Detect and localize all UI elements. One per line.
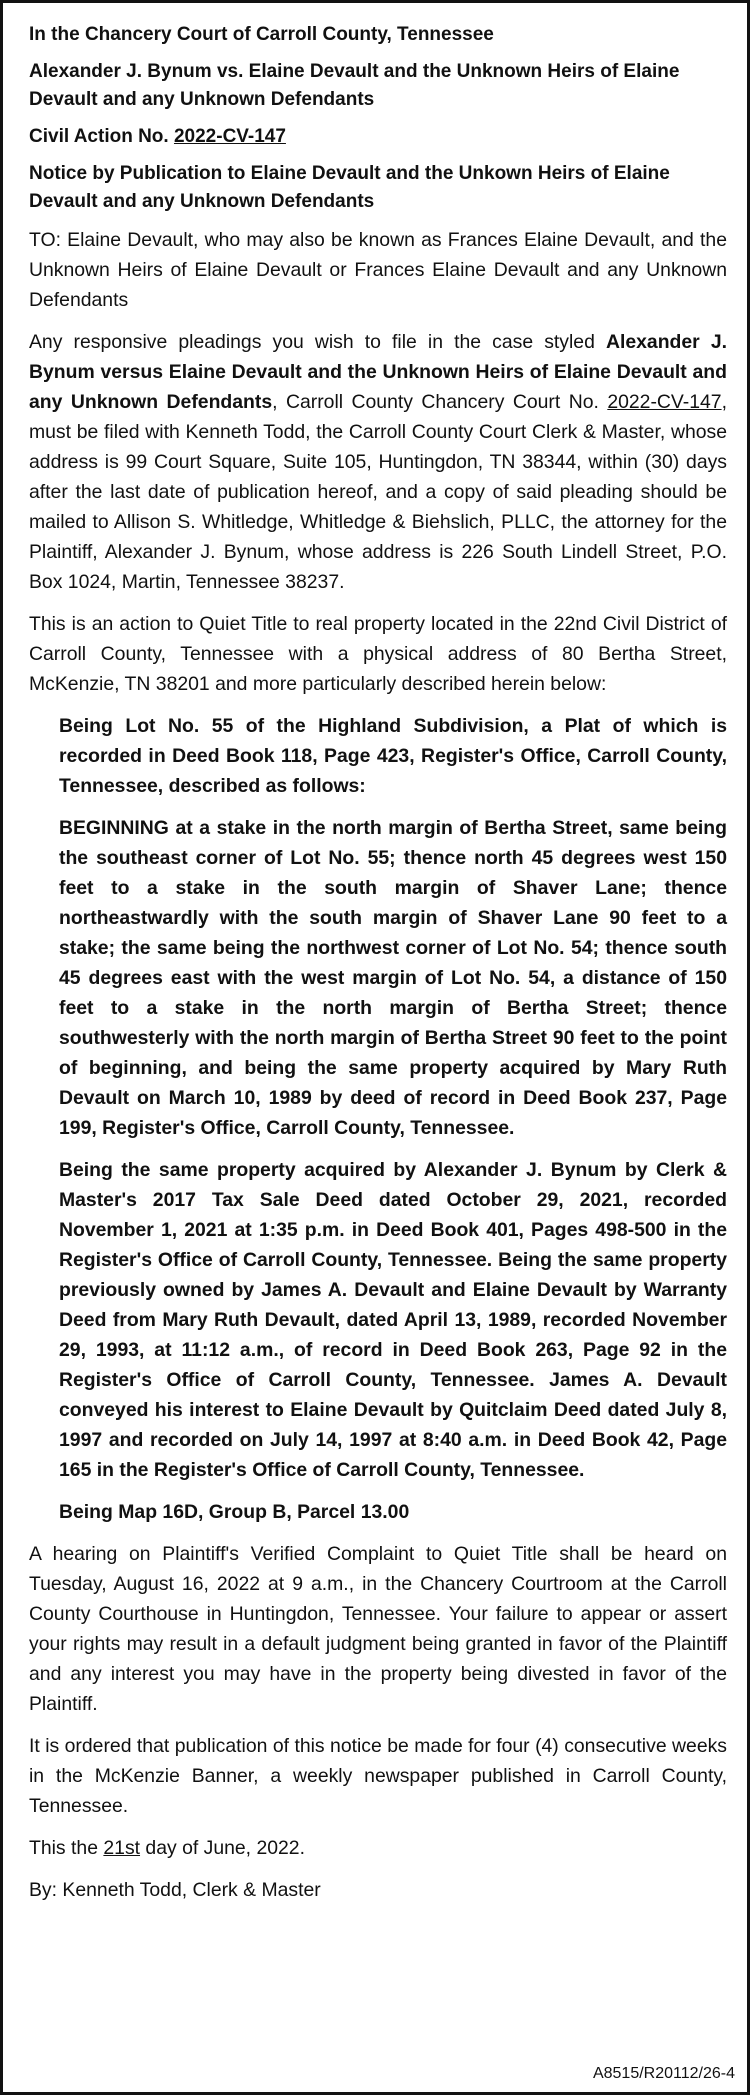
pleadings-paragraph	[29, 327, 727, 597]
civil-action-heading	[29, 123, 727, 151]
pleadings-court-no: , Carroll County Chancery Court No.	[272, 391, 608, 413]
ad-code: A8515/R20112/26-4	[592, 2065, 735, 2082]
court-heading: In the Chancery Court of Carroll County, Tennessee	[29, 24, 494, 45]
civil-action-number: 2022-CV-147	[173, 126, 286, 147]
dated-line	[29, 1833, 727, 1863]
notice-title: Notice by Publication to Elaine Devault and the Unkown Heirs of Elaine Devault and any Unknown Defendants	[29, 163, 670, 212]
pleadings-rest: , must be filed with Kenneth Todd, the Carroll County Court Clerk & Master, whose address is 99 Court Square, Suite 105, Huntingdon, TN 38344, within (30) days after the last date of publication hereof, and a copy of said pleading should be mailed to Allison S. Whitledge, Whitledge & Biehslich, PLLC, the attorney for the Plaintiff, Alexander J. Bynum, whose address is 226 South Lindell Street, P.O. Box 1024, Martin, Tennessee 38237.	[29, 391, 727, 593]
hearing-paragraph: A hearing on Plaintiff's Verified Complaint to Quiet Title shall be heard on Tuesday, August 16, 2022 at 9 a.m., in the Chancery Courtroom at the Carroll County Courthouse in Huntingdon, Tennessee. Your failure to appear or assert your rights may result in a default judgment being granted in favor of the Plaintiff and any interest you may have in the property being divested in favor of the Plaintiff.	[29, 1543, 727, 1715]
pleadings-case-number: 2022-CV-147	[607, 391, 722, 413]
dated-day: 21st	[103, 1837, 141, 1859]
legal-beginning: BEGINNING at a stake in the north margin of Bertha Street, same being the southeast corner of Lot No. 55; thence north 45 degrees west 150 feet to a stake in the south margin of Shaver Lane; thence northeastwardly with the south margin of Shaver Lane 90 feet to a stake; the same being the northwest corner of Lot No. 54; thence south 45 degrees east with the west margin of Lot No. 54, a distance of 150 feet to a stake in the north margin of Bertha Street; thence southwesterly with the north margin of Bertha Street 90 feet to the point of beginning, and being the same property acquired by Mary Ruth Devault on March 10, 1989 by deed of record in Deed Book 237, Page 199, Register's Office, Carroll County, Tennessee.	[59, 817, 727, 1139]
civil-action-label: Civil Action No.	[29, 126, 174, 147]
map-parcel: Being Map 16D, Group B, Parcel 13.00	[59, 1501, 410, 1523]
case-style-heading: Alexander J. Bynum vs. Elaine Devault and the Unknown Heirs of Elaine Devault and any Unknown Defendants	[29, 61, 680, 110]
dated-prefix: This the	[29, 1837, 104, 1859]
to-paragraph: TO: Elaine Devault, who may also be known as Frances Elaine Devault, and the Unknown Heirs of Elaine Devault or Frances Elaine Devault and any Unknown Defendants	[29, 229, 727, 311]
publication-paragraph: It is ordered that publication of this notice be made for four (4) consecutive weeks in the McKenzie Banner, a weekly newspaper published in Carroll County, Tennessee.	[29, 1735, 727, 1817]
signature-line: By: Kenneth Todd, Clerk & Master	[29, 1879, 321, 1901]
legal-lot: Being Lot No. 55 of the Highland Subdivision, a Plat of which is recorded in Deed Book 118, Page 423, Register's Office, Carroll County, Tennessee, described as follows:	[59, 715, 727, 797]
pleadings-intro: Any responsive pleadings you wish to file in the case styled	[29, 331, 606, 353]
legal-same-property: Being the same property acquired by Alexander J. Bynum by Clerk & Master's 2017 Tax Sale Deed dated October 29, 2021, recorded November 1, 2021 at 1:35 p.m. in Deed Book 401, Pages 498-500 in the Register's Office of Carroll County, Tennessee. Being the same property previously owned by James A. Devault and Elaine Devault by Warranty Deed from Mary Ruth Devault, dated April 13, 1989, recorded November 29, 1993, at 11:12 a.m., of record in Deed Book 263, Page 92 in the Register's Office of Carroll County, Tennessee. James A. Devault conveyed his interest to Elaine Devault by Quitclaim Deed dated July 8, 1997 and recorded on July 14, 1997 at 8:40 a.m. in Deed Book 42, Page 165 in the Register's Office of Carroll County, Tennessee.	[59, 1159, 727, 1481]
pleadings-case-style: Alexander J. Bynum versus Elaine Devault and the Unknown Heirs of Elaine Devault and any Unknown Defendants	[29, 331, 728, 413]
dated-suffix: day of June, 2022.	[140, 1837, 305, 1859]
action-paragraph: This is an action to Quiet Title to real property located in the 22nd Civil District of Carroll County, Tennessee with a physical address of 80 Bertha Street, McKenzie, TN 38201 and more particularly described herein below:	[29, 613, 727, 695]
